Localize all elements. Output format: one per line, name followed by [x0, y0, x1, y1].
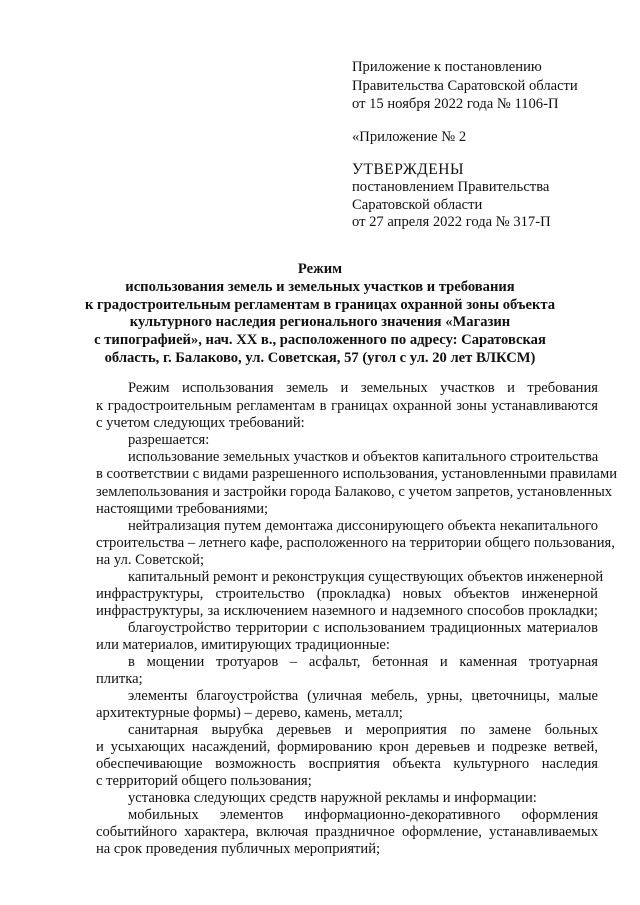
- body-line: разрешается:: [128, 432, 210, 448]
- body-line: или материалов, имитирующих традиционные:: [96, 637, 390, 653]
- body-line: с учетом следующих требований:: [96, 415, 305, 431]
- body-line: инфраструктуры, за исключением наземного и надземного способов прокладки;: [96, 603, 598, 619]
- appendix-line: Правительства Саратовской области: [352, 78, 578, 94]
- body-line: санитарная вырубка деревьев и мероприятия по замене больных: [128, 722, 598, 738]
- body-line: землепользования и застройки города Балаково, с учетом запретов, установленных: [96, 484, 613, 500]
- body-line: плитка;: [96, 671, 143, 687]
- body-line: элементы благоустройства (уличная мебель, урны, цветочницы, малые: [128, 688, 598, 704]
- appendix-number: «Приложение № 2: [352, 129, 467, 145]
- approved-line: Саратовской области: [352, 197, 483, 213]
- body-line: капитальный ремонт и реконструкция существующих объектов инженерной: [128, 569, 604, 585]
- title-line: область, г. Балаково, ул. Советская, 57 (угол с ул. 20 лет ВЛКСМ): [104, 350, 536, 366]
- body-line: в мощении тротуаров – асфальт, бетонная и каменная тротуарная: [128, 654, 598, 670]
- body-line: благоустройство территории с использованием традиционных материалов: [128, 620, 598, 636]
- body-line: на ул. Советской;: [96, 552, 205, 568]
- body-line: на срок проведения публичных мероприятий;: [96, 841, 381, 857]
- title-line: к градостроительным регламентам в границах охранной зоны объекта: [84, 297, 556, 313]
- body-line: к градостроительным регламентам в границах охранной зоны устанавливаются: [96, 398, 598, 414]
- body-line: нейтрализация путем демонтажа диссонирующего объекта некапитального: [128, 518, 598, 534]
- body-line: установка следующих средств наружной рекламы и информации:: [128, 790, 537, 806]
- body-line: и усыхающих насаждений, формированию крон деревьев и подрезке ветвей,: [96, 739, 598, 755]
- body-line: Режим использования земель и земельных участков и требования: [128, 380, 598, 396]
- approved-title: УТВЕРЖДЕНЫ: [352, 161, 464, 178]
- approved-line: постановлением Правительства: [352, 179, 550, 195]
- body-line: в соответствии с видами разрешенного использования, установленными правилами: [96, 466, 618, 482]
- body-line: инфраструктуры, строительство (прокладка) новых объектов инженерной: [96, 586, 598, 602]
- body-line: использование земельных участков и объектов капитального строительства: [128, 449, 599, 465]
- title-line: использования земель и земельных участков и требования: [125, 279, 515, 295]
- title-line: Режим: [297, 261, 343, 277]
- body-line: мобильных элементов информационно-декоративного оформления: [128, 807, 598, 823]
- appendix-line: Приложение к постановлению: [352, 59, 542, 75]
- body-line: с территорий общего пользования;: [96, 773, 312, 789]
- body-line: архитектурные формы) – дерево, камень, металл;: [96, 705, 403, 721]
- body-line: событийного характера, включая праздничное оформление, устанавливаемых: [96, 824, 598, 840]
- title-line: культурного наследия регионального значения «Магазин: [129, 314, 511, 330]
- title-line: с типографией», нач. XX в., расположенного по адресу: Саратовская: [94, 332, 546, 348]
- body-line: обеспечивающие возможность восприятия объекта культурного наследия: [96, 756, 598, 772]
- body-line: строительства – летнего кафе, расположенного на территории общего пользования,: [96, 535, 615, 551]
- body-line: настоящими требованиями;: [96, 501, 269, 517]
- appendix-line: от 15 ноября 2022 года № 1106-П: [352, 96, 559, 112]
- approved-line: от 27 апреля 2022 года № 317-П: [352, 214, 551, 230]
